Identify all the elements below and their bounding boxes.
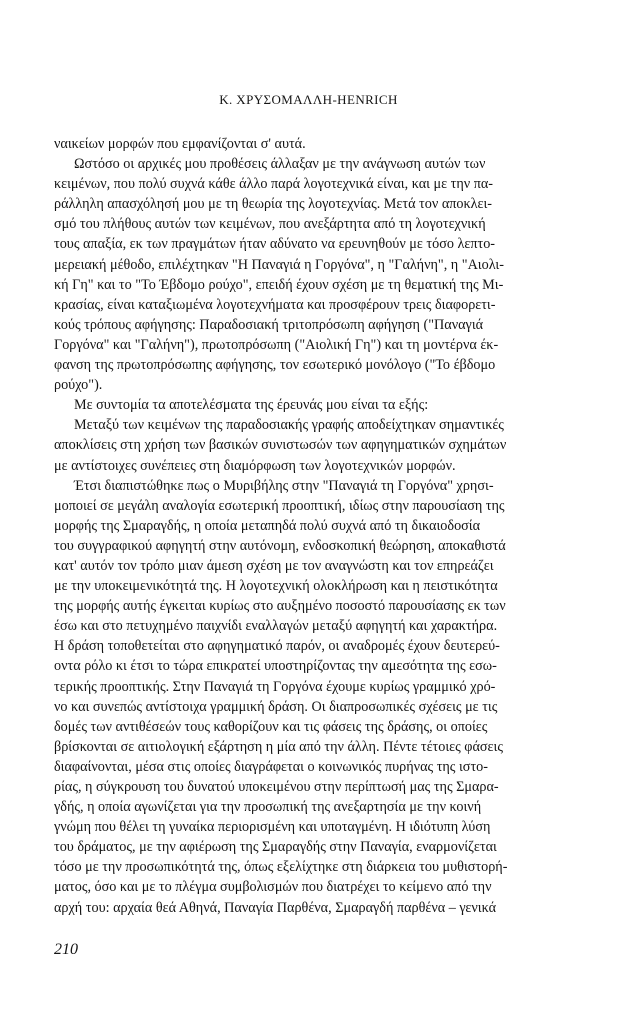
running-head: Κ. ΧΡΥΣΟΜΑΛΛΗ-HENRICH — [219, 92, 398, 107]
text-line: με αντίστοιχες συνέπειες στη διαμόρφωση των λογοτεχνικών μορφών. — [54, 457, 456, 474]
text-line: σμό του πλήθους αυτών των κειμένων, που ανεξάρτητα από τη λογοτεχνική — [54, 216, 486, 233]
text-line: τους απαξία, εκ των πραγμάτων ήταν αδύνατο να ερευνηθούν με τόσο λεπτο- — [54, 236, 496, 253]
text-line: ματος, όσο και με το πλέγμα συμβολισμών που διατρέχει το κείμενο από την — [54, 879, 492, 896]
text-line: Μεταξύ των κειμένων της παραδοσιακής γραφής αποδείχτηκαν σημαντικές — [74, 417, 504, 434]
text-line: γδής, η οποία αγωνίζεται για την προσωπική της ανεξαρτησία με την κοινή — [54, 799, 482, 816]
text-line: Ωστόσο οι αρχικές μου προθέσεις άλλαξαν με την ανάγνωση αυτών των — [74, 156, 486, 173]
text-line: Η δράση τοποθετείται στο αφηγηματικό παρόν, οι αναδρομές έχουν δευτερεύ- — [54, 638, 500, 655]
body-text — [54, 134, 572, 918]
text-line: ράλληλη απασχόλησή μου με τη θεωρία της λογοτεχνίας. Μετά τον αποκλει- — [54, 196, 493, 213]
text-line: Με συντομία τα αποτελέσματα της έρευνάς μου είναι τα εξής: — [74, 397, 429, 414]
text-line: του δράματος, με την αφιέρωση της Σμαραγδής στην Παναγία, εναρμονίζεται — [54, 839, 497, 856]
text-line: τερικής προοπτικής. Στην Παναγιά τη Γοργόνα έχουμε κυρίως γραμμικό χρό- — [54, 678, 496, 695]
text-line: Έτσι διαπιστώθηκε πως ο Μυριβήλης στην "Παναγιά τη Γοργόνα" χρησι- — [74, 477, 494, 494]
text-line: μερειακή μέθοδο, επιλέχτηκαν "Η Παναγιά η Γοργόνα", η "Γαλήνη", η "Αιολι- — [54, 256, 504, 273]
text-line: κούς τρόπους αφήγησης: Παραδοσιακή τριτοπρόσωπη αφήγηση ("Παναγιά — [54, 316, 484, 333]
text-line: οντα ρόλο κι έτσι το τώρα επικρατεί υποστηρίζοντας την αμεσότητα της εσω- — [54, 658, 497, 675]
text-line: μοποιεί σε μεγάλη αναλογία εσωτερική προοπτική, ιδίως στην παρουσίαση της — [54, 497, 505, 514]
text-line: δομές των αντιθέσεών τους καθορίζουν και τις φάσεις της δράσης, οι οποίες — [54, 718, 488, 735]
text-line: κρασίας, είναι καταξιωμένα λογοτεχνήματα και προσφέρουν τρεις διαφορετι- — [54, 296, 496, 313]
page-number: 210 — [54, 941, 78, 958]
text-line: γνώμη που θέλει τη γυναίκα περιορισμένη και υποταγμένη. Η ιδιότυπη λύση — [54, 819, 491, 836]
text-line: της μορφής αυτής έγκειται κυρίως στο αυξημένο ποσοστό παρουσίασης εκ των — [54, 598, 506, 615]
text-line: αποκλίσεις στη χρήση των βασικών συνιστωσών των αφηγηματικών σχημάτων — [54, 437, 507, 454]
text-line: φανση της πρωτοπρόσωπης αφήγησης, τον εσωτερικό μονόλογο ("Το έβδομο — [54, 357, 496, 374]
text-line: του συγγραφικού αφηγητή στην αυτόνομη, ενδοσκοπική θεώρηση, αποκαθιστά — [54, 537, 506, 554]
text-line: κατ' αυτόν τον τρόπο μιαν άμεση σχέση με τον αναγνώστη και τον επηρεάζει — [54, 557, 494, 574]
text-line: ρίας, η σύγκρουση του δυνατού υποκειμένου στην περίπτωσή μας της Σμαρα- — [54, 779, 499, 795]
text-line: βρίσκονται σε αιτιολογική εξάρτηση η μία από την άλλη. Πέντε τέτοιες φάσεις — [54, 738, 503, 755]
text-line: τόσο με την προσωπικότητά της, όπως εξελίχτηκε στη διάρκεια του μυθιστορή- — [54, 859, 508, 876]
text-line: με την υποκειμενικότητά της. Η λογοτεχνική ολοκλήρωση και η πειστικότητα — [54, 578, 498, 595]
text-line: νο και συνεπώς αντίστοιχα γραμμική δράση. Οι διαπροσωπικές σχέσεις με τις — [54, 698, 498, 715]
text-line: αρχή του: αρχαία θεά Αθηνά, Παναγία Παρθένα, Σμαραγδή παρθένα – γενικά — [54, 899, 497, 916]
text-line: έσω και στο πετυχημένο παιχνίδι εναλλαγών μεταξύ αφηγητή και χαρακτήρα. — [54, 618, 498, 635]
text-line: ναικείων μορφών που εμφανίζονται σ' αυτά. — [54, 136, 306, 152]
text-line: διαφαίνονται, μέσα στις οποίες διαγράφεται ο κοινωνικός πυρήνας της ιστο- — [54, 758, 488, 775]
text-line: ρούχο"). — [54, 377, 103, 394]
text-line: μορφής της Σμαραγδής, η οποία μεταπηδά πολύ συχνά από τη δικαιοδοσία — [54, 517, 481, 534]
text-line: κή Γη" και το "Το Έβδομο ρούχο", επειδή έχουν σχέση με τη θεματική της Μι- — [54, 276, 504, 293]
text-line: κειμένων, που πολύ συχνά κάθε άλλο παρά λογοτεχνικά είναι, και με την πα- — [54, 176, 494, 193]
text-line: Γοργόνα" και "Γαλήνη"), πρωτοπρόσωπη ("Αιολική Γη") και τη μοντέρνα έκ- — [54, 336, 499, 353]
